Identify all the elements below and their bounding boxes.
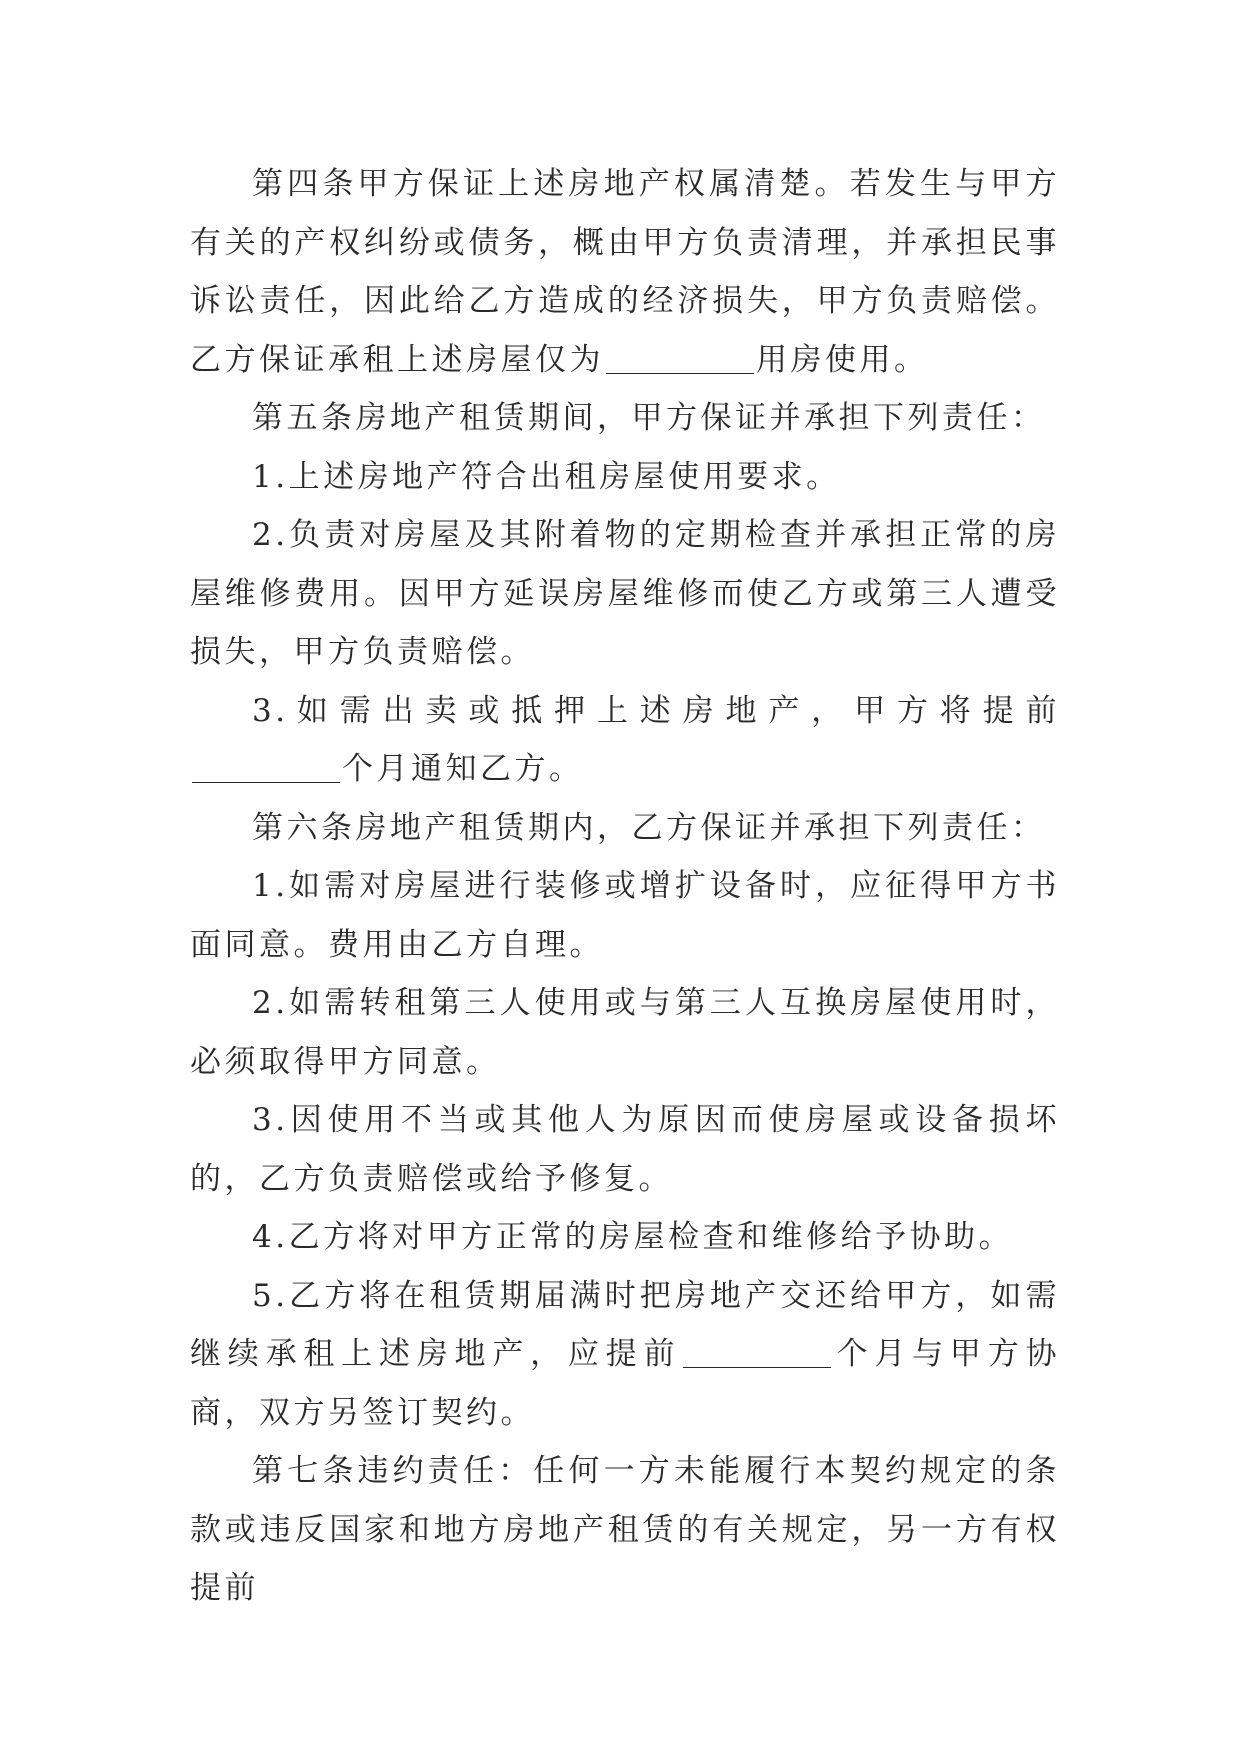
article-5-item-3 bbox=[190, 682, 1060, 799]
article-6-text: 第六条房地产租赁期内，乙方保证并承担下列责任： bbox=[252, 809, 1046, 846]
article-6-item-1-text: 1.如需对房屋进行装修或增扩设备时，应征得甲方书面同意。费用由乙方自理。 bbox=[190, 868, 1060, 963]
article-4-paragraph bbox=[190, 155, 1060, 389]
article-6-item-1 bbox=[190, 857, 1060, 974]
article-5-heading bbox=[190, 389, 1060, 448]
article-4-text-end: 用房使用。 bbox=[756, 341, 929, 378]
blank-line-usage bbox=[606, 343, 754, 374]
article-5-item-2 bbox=[190, 506, 1060, 682]
article-6-heading bbox=[190, 799, 1060, 858]
article-6-item-2-text: 2.如需转租第三人使用或与第三人互换房屋使用时，必须取得甲方同意。 bbox=[190, 985, 1060, 1080]
article-4-text: 第四条甲方保证上述房地产权属清楚。若发生与甲方有关的产权纠纷或债务，概由甲方负责清理，并承担民事诉讼责任，因此给乙方造成的经济损失，甲方负责赔偿。乙方保证承租上述房屋仅为 bbox=[190, 166, 1060, 378]
article-7-text: 第七条违约责任：任何一方未能履行本契约规定的条款或违反国家和地方房地产租赁的有关规定，另一方有权提前 bbox=[190, 1453, 1060, 1606]
article-5-item-2-text: 2.负责对房屋及其附着物的定期检查并承担正常的房屋维修费用。因甲方延误房屋维修而使乙方或第三人遭受损失，甲方负责赔偿。 bbox=[190, 517, 1060, 670]
article-6-item-2 bbox=[190, 974, 1060, 1091]
article-5-text: 第五条房地产租赁期间，甲方保证并承担下列责任： bbox=[252, 400, 1046, 436]
article-6-item-4 bbox=[190, 1208, 1060, 1267]
document-body bbox=[190, 155, 1060, 1618]
article-5-item-1-text: 1.上述房地产符合出租房屋使用要求。 bbox=[252, 458, 841, 495]
article-5-item-3-text-end: 个月通知乙方。 bbox=[342, 751, 584, 787]
article-6-item-3-text: 3.因使用不当或其他人为原因而使房屋或设备损坏的，乙方负责赔偿或给予修复。 bbox=[190, 1102, 1060, 1197]
article-5-item-3-text: 3.如需出卖或抵押上述房地产，甲方将提前 bbox=[252, 692, 1060, 729]
article-6-item-5-text: 5.乙方将在租赁期届满时把房地产交还给甲方，如需继续承租上述房地产，应提前 bbox=[190, 1277, 1060, 1372]
blank-line-renewal-months bbox=[683, 1337, 831, 1368]
article-7-paragraph bbox=[190, 1442, 1060, 1618]
article-6-item-3 bbox=[190, 1091, 1060, 1208]
blank-line-notice-months bbox=[192, 752, 340, 783]
article-6-item-5-text-end: 个月与甲方协商，双方另签订契约。 bbox=[190, 1336, 1061, 1431]
article-6-item-4-text: 4.乙方将对甲方正常的房屋检查和维修给予协助。 bbox=[252, 1219, 1014, 1255]
article-6-item-5 bbox=[190, 1267, 1060, 1443]
article-5-item-1 bbox=[190, 448, 1060, 507]
